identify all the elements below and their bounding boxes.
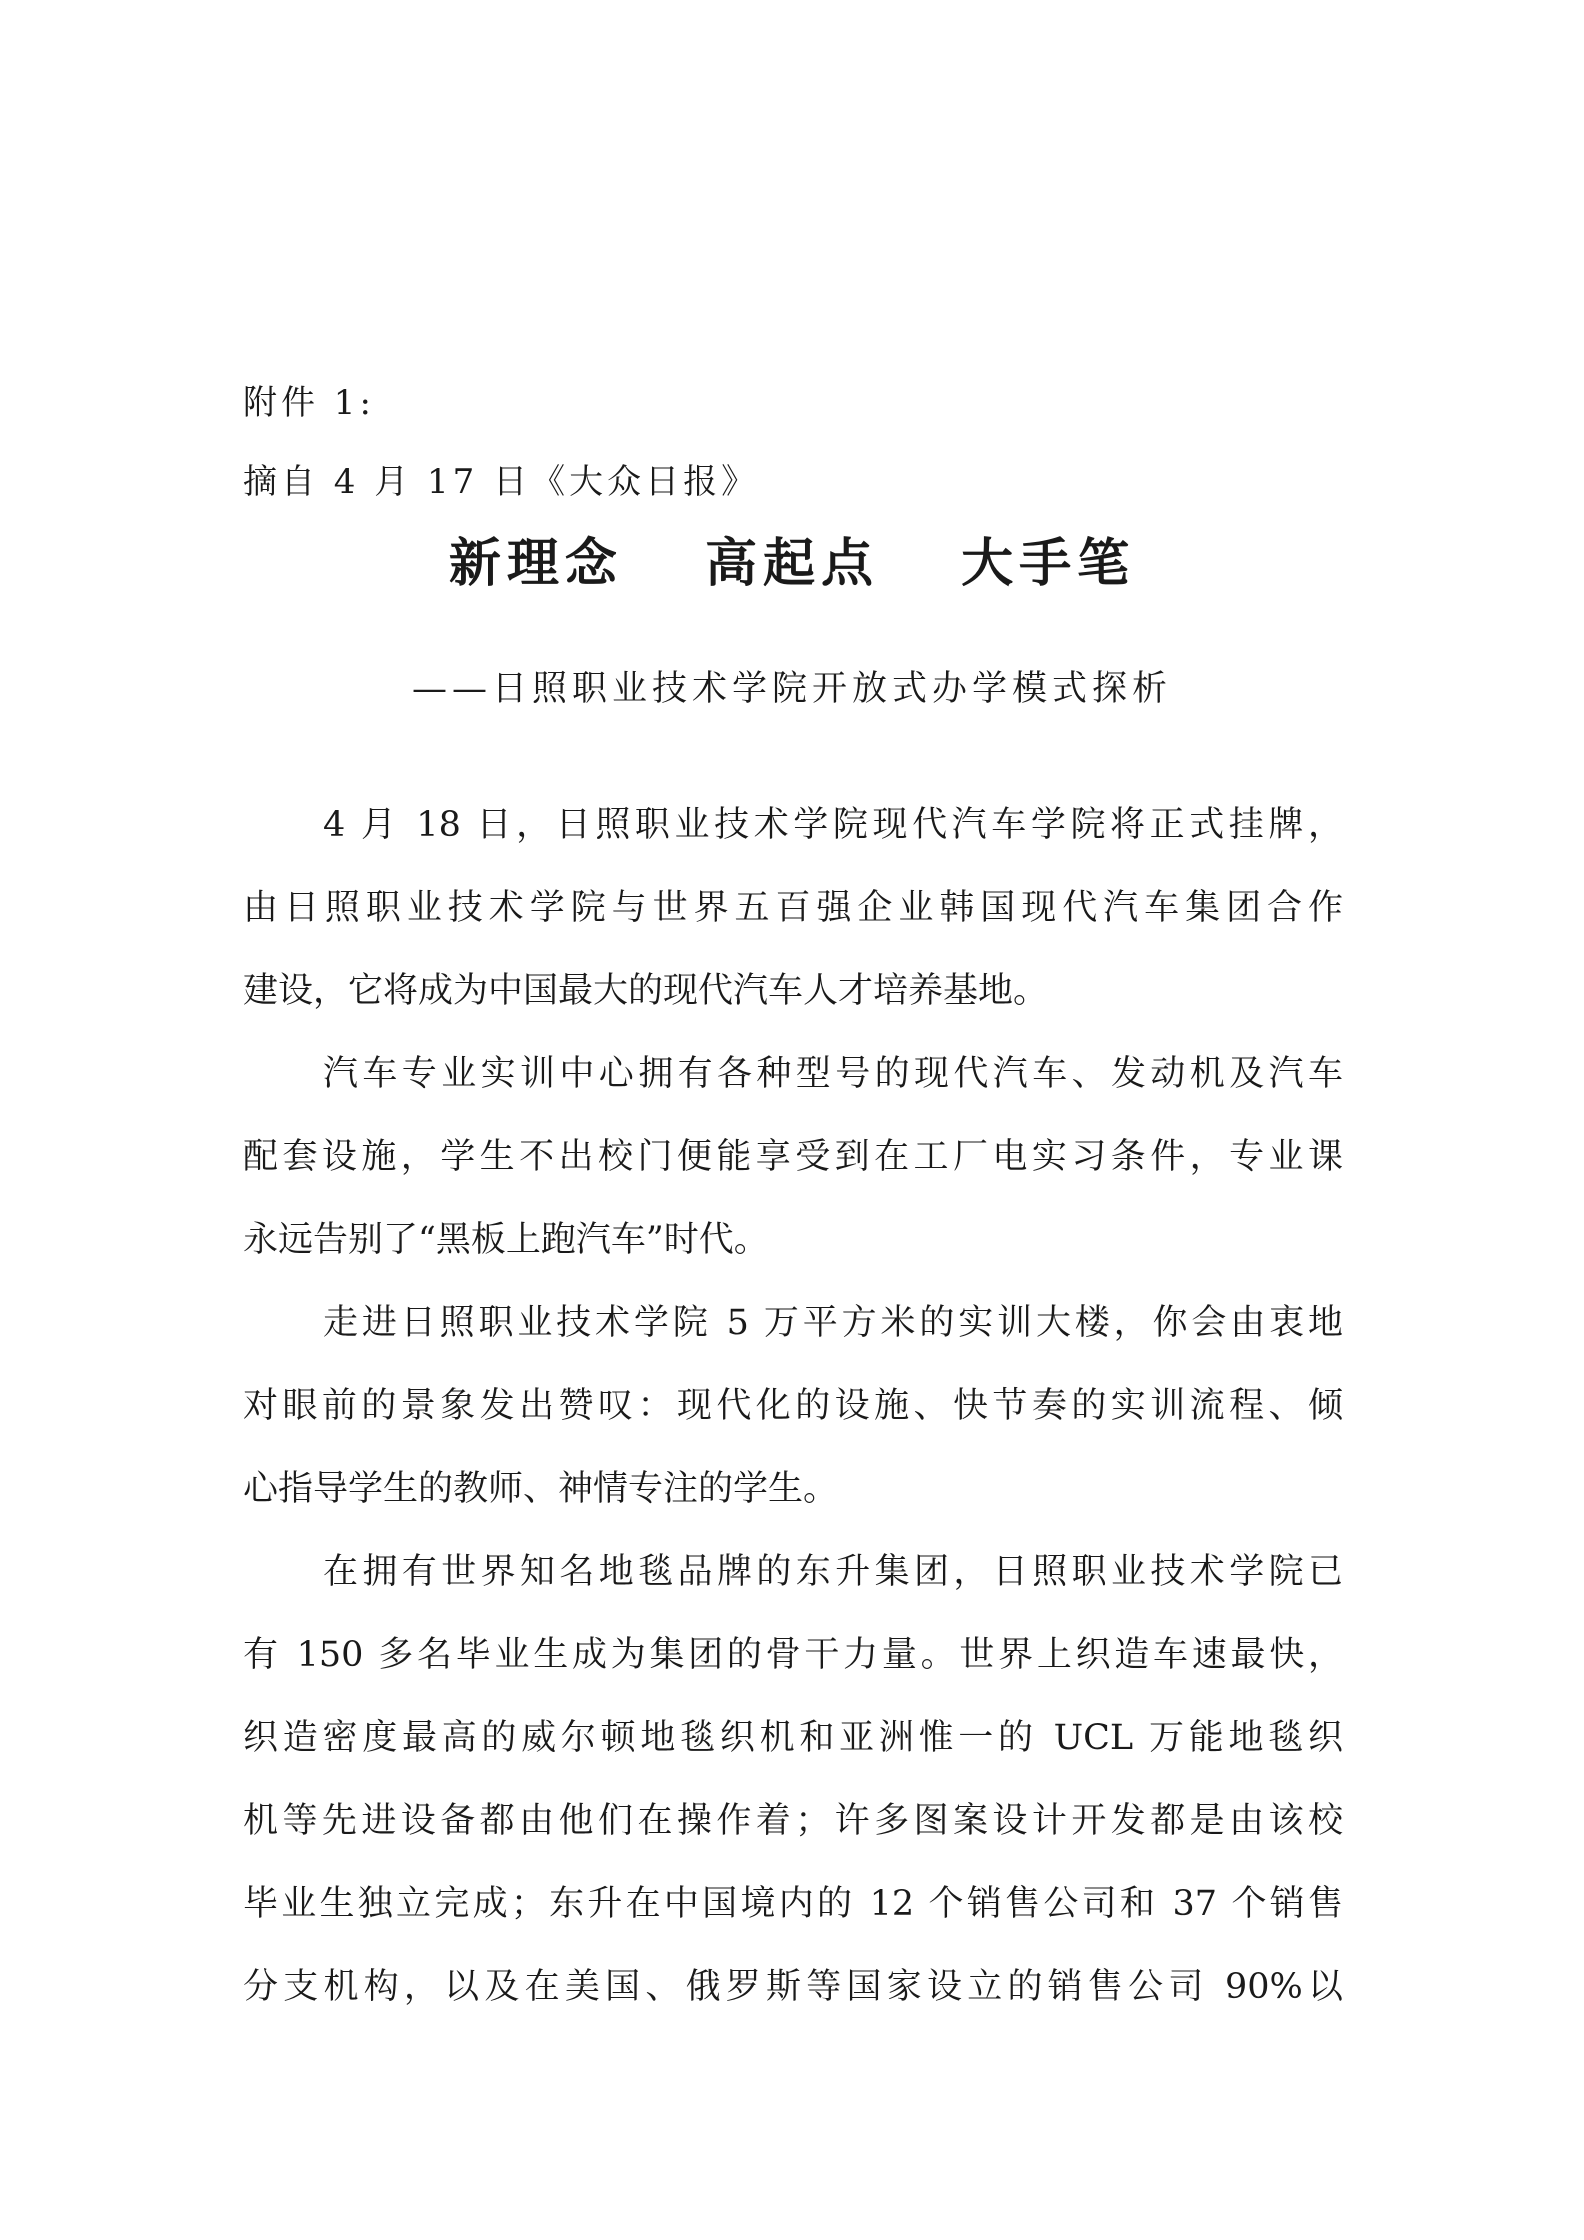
paragraph-3-line-2: 对眼前的景象发出赞叹：现代化的设施、快节奏的实训流程、倾 <box>243 1386 1343 1426</box>
paragraph-4-line-2: 有 150 多名毕业生成为集团的骨干力量。世界上织造车速最快， <box>243 1635 1343 1675</box>
paragraph-4-line-1: 在拥有世界知名地毯品牌的东升集团，日照职业技术学院已 <box>323 1552 1343 1592</box>
paragraph-4-line-3: 织造密度最高的威尔顿地毯织机和亚洲惟一的 UCL 万能地毯织 <box>243 1718 1343 1758</box>
source-note: 摘自 4 月 17 日《大众日报》 <box>243 462 760 502</box>
paragraph-1-line-1: 4 月 18 日，日照职业技术学院现代汽车学院将正式挂牌， <box>323 805 1343 845</box>
paragraph-1-line-2: 由日照职业技术学院与世界五百强企业韩国现代汽车集团合作 <box>243 888 1343 928</box>
article-title: 新理念 高起点 大手笔 <box>448 534 1136 594</box>
attachment-label: 附件 1: <box>243 383 375 423</box>
paragraph-2-line-3: 永远告别了“黑板上跑汽车”时代。 <box>243 1220 769 1260</box>
paragraph-4-line-5: 毕业生独立完成；东升在中国境内的 12 个销售公司和 37 个销售 <box>243 1884 1343 1924</box>
paragraph-3-line-1: 走进日照职业技术学院 5 万平方米的实训大楼，你会由衷地 <box>323 1303 1343 1343</box>
paragraph-2-line-2: 配套设施，学生不出校门便能享受到在工厂电实习条件，专业课 <box>243 1137 1343 1177</box>
paragraph-4-line-4: 机等先进设备都由他们在操作着；许多图案设计开发都是由该校 <box>243 1801 1343 1841</box>
article-subtitle: ——日照职业技术学院开放式办学模式探析 <box>411 669 1172 709</box>
paragraph-1-line-3: 建设，它将成为中国最大的现代汽车人才培养基地。 <box>243 971 1049 1011</box>
paragraph-4-line-6: 分支机构，以及在美国、俄罗斯等国家设立的销售公司 90%以 <box>243 1967 1343 2007</box>
paragraph-3-line-3: 心指导学生的教师、神情专注的学生。 <box>243 1469 839 1509</box>
paragraph-2-line-1: 汽车专业实训中心拥有各种型号的现代汽车、发动机及汽车 <box>323 1054 1343 1094</box>
article-body <box>243 0 1343 2240</box>
